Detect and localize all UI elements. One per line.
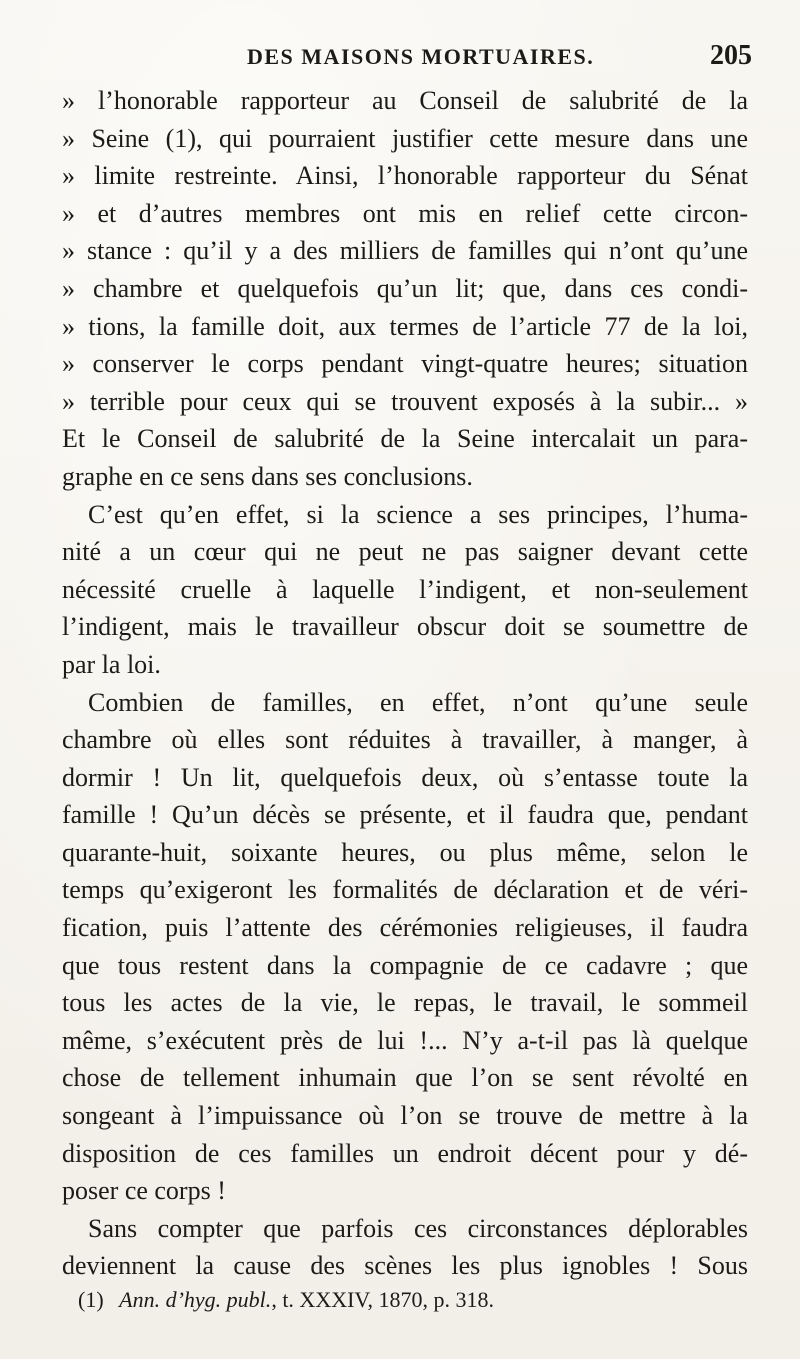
text-line: chambre où elles sont réduites à travailler, à manger, à (62, 725, 748, 755)
text-line: quarante-huit, soixante heures, ou plus même, selon le (62, 837, 748, 867)
text-line: Sans compter que parfois ces circonstances déplorables (88, 1213, 748, 1243)
text-line: » terrible pour ceux qui se trouvent exposés à la subir... » (62, 386, 748, 416)
text-line: Et le Conseil de salubrité de la Seine intercalait un para- (62, 424, 748, 454)
text-line: » limite restreinte. Ainsi, l’honorable rapporteur du Sénat (62, 161, 748, 191)
footnote-marker: (1) (78, 1287, 104, 1312)
text-line: » et d’autres membres ont mis en relief cette circon- (62, 198, 748, 228)
footnote (78, 1287, 494, 1313)
text-line: chose de tellement inhumain que l’on se sent révolté en (62, 1063, 748, 1093)
text-line: graphe en ce sens dans ses conclusions. (62, 461, 473, 491)
body-text (62, 82, 748, 1285)
running-head: DES MAISONS MORTUAIRES. (247, 44, 595, 69)
text-line: » Seine (1), qui pourraient justifier cette mesure dans une (62, 123, 748, 153)
text-line: songeant à l’impuissance où l’on se trouve de mettre à la (62, 1101, 748, 1131)
text-line: temps qu’exigeront les formalités de déclaration et de véri- (62, 875, 748, 905)
text-line: que tous restent dans la compagnie de ce cadavre ; que (62, 950, 748, 980)
footnote-details: , t. XXXIV, 1870, p. 318. (271, 1287, 494, 1312)
text-line: » tions, la famille doit, aux termes de l’article 77 de la loi, (62, 311, 748, 341)
page-number: 205 (710, 40, 752, 71)
text-line: disposition de ces familles un endroit décent pour y dé- (62, 1138, 748, 1168)
text-line: tous les actes de la vie, le repas, le travail, le sommeil (62, 988, 748, 1018)
text-line: » conserver le corps pendant vingt-quatre heures; situation (62, 349, 748, 379)
text-line: famille ! Qu’un décès se présente, et il faudra que, pendant (62, 800, 748, 830)
text-line: » stance : qu’il y a des milliers de familles qui n’ont qu’une (62, 236, 748, 266)
text-line: l’indigent, mais le travailleur obscur doit se soumettre de (62, 612, 748, 642)
text-line: même, s’exécutent près de lui !... N’y a-t-il pas là quelque (62, 1025, 748, 1055)
text-line: » l’honorable rapporteur au Conseil de salubrité de la (62, 86, 748, 115)
footnote-source: Ann. d’hyg. publ. (119, 1287, 272, 1312)
text-line: nité a un cœur qui ne peut ne pas saigner devant cette (62, 537, 748, 567)
text-line: Combien de familles, en effet, n’ont qu’une seule (88, 687, 748, 717)
text-line: deviennent la cause des scènes les plus ignobles ! Sous (62, 1251, 748, 1281)
text-line: poser ce corps ! (62, 1176, 226, 1206)
text-line: C’est qu’en effet, si la science a ses principes, l’huma- (88, 499, 748, 529)
text-line: nécessité cruelle à laquelle l’indigent, et non-seulement (62, 574, 748, 604)
text-line: » chambre et quelquefois qu’un lit; que, dans ces condi- (62, 273, 748, 303)
page-header (62, 40, 762, 76)
text-line: par la loi. (62, 649, 161, 679)
text-line: dormir ! Un lit, quelquefois deux, où s’entasse toute la (62, 762, 748, 792)
text-line: fication, puis l’attente des cérémonies religieuses, il faudra (62, 913, 748, 943)
